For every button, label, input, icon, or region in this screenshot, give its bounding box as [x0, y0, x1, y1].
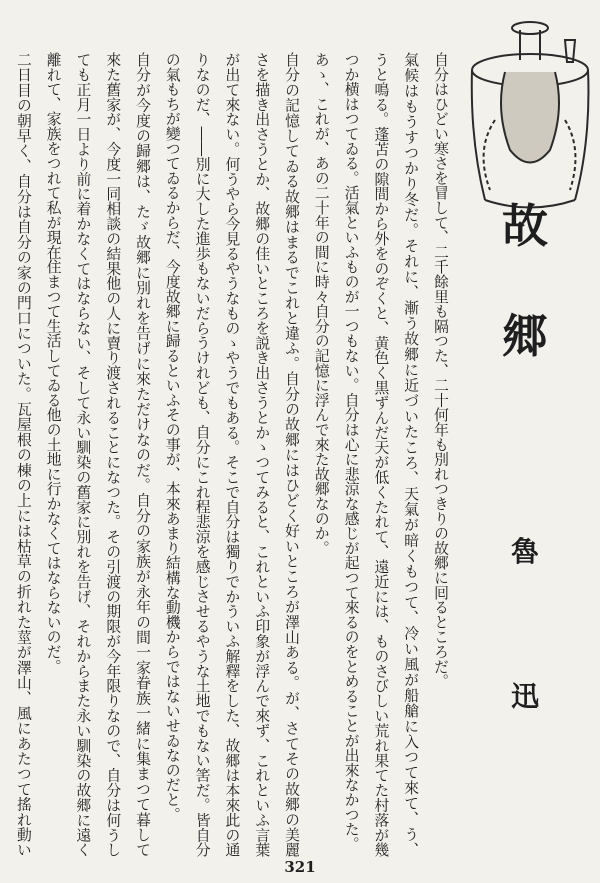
text-column: あゝ、これが、あの二十年の間に時々自分の記憶に浮んで來た故郷なのか。 [312, 52, 330, 556]
text-column: の氣もちが變つてゐるからだ、今度故郷に歸るといふその事が、本來あまり結構な動機からではないせゐなのだと。 [163, 52, 181, 822]
text-column: つか横はつてゐる。活氣といふものが一つもない。自分は心に悲涼な感じが起つて來るのをとめることが出來なかつた。 [342, 52, 360, 852]
text-column: 自分はひどい寒さを冒して、二千餘里も隔つた、二十何年も別れつきりの故郷に囘るところだ。 [432, 52, 449, 689]
text-column: ても正月一日より前に着かなくてはならない、そして永い馴染の舊家に別れを告げ、それからまた永い馴染の故郷に遠く [74, 52, 92, 857]
text-column: 氣候はもうすつかり冬だ。それに、漸う故郷に近づいたころ、天氣が暗くもつて、冷い風が船艙に入つて來て、う、 [402, 52, 420, 857]
text-column: さを描き出さうとか、故郷の佳いところを説き出さうとかゝつてみると、これといふ印象が浮んで來ず、これといふ言葉 [253, 52, 271, 857]
text-column: うと鳴る。蓬苫の隙間から外をのぞくと、黄色く黒ずんだ天が低くたれて、遠近には、ものさびしい荒れ果てた村落が幾 [372, 52, 390, 857]
text-column: 自分が今度の歸郷は、たゞ故郷に別れを告げに來ただけなのだ。自分の家族が永年の間一家眷族一緒に集まつて暮して [134, 52, 152, 857]
author-char-2: 迅 [510, 680, 539, 713]
table-vase-illustration [465, 0, 595, 220]
text-column: りなのだ、――別に大した進歩もないだらうけれども、自分にこれ程悲涼を感じさせるやうな土地でもない筈だ。皆自分 [193, 52, 211, 857]
title-char-2: 郷 [502, 309, 548, 363]
page-number: 321 [284, 858, 316, 876]
title-char-1: 故 [502, 199, 548, 253]
text-column: 二日目の朝早く、自分は自分の家の門口についた。瓦屋根の棟の上には枯草の折れた莖が澤山、風にあたつて搖れ動い [14, 52, 32, 857]
text-column: 自分の記憶してゐる故郷はまるでこれと違ふ。自分の故郷にはひどく好いところが澤山ある。が、さてその故郷の美麗 [283, 52, 301, 857]
text-column: 來た舊家が、今度一同相談の結果他の人に賣り渡されることになつた。その引渡の期限が今年限りなので、自分は何うし [104, 52, 122, 857]
body-text [8, 52, 455, 857]
author-char-1: 魯 [510, 535, 539, 568]
text-column: 離れて、家族をつれて私が現在住まつて生活してゐる他の土地に行かなくてはならないのだ。 [44, 52, 62, 674]
text-column: が出て來ない。何うやら今見るやうなものゝやうでもある。そこで自分は獨りでかういふ解釋をした、故郷は本來此の通 [223, 52, 241, 857]
